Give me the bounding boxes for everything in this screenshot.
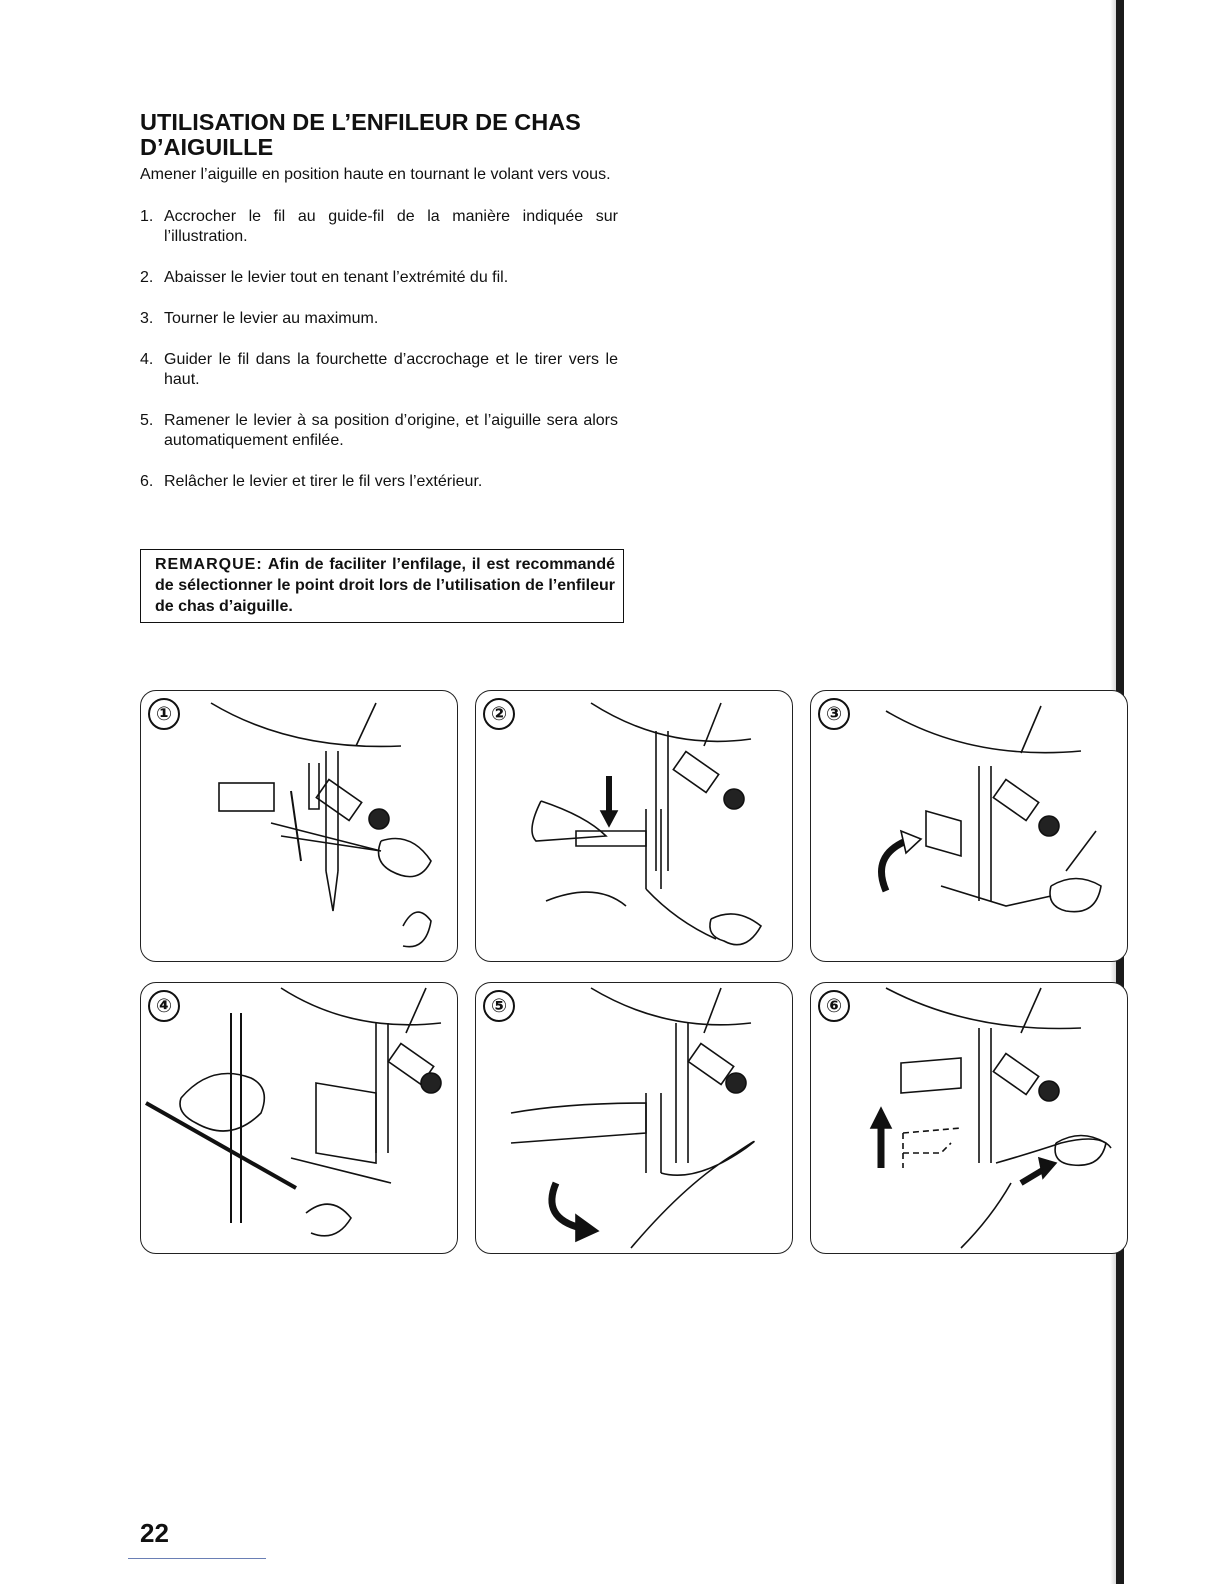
step-text: Tourner le levier au maximum. [164,310,379,327]
step-text: Accrocher le fil au guide-fil de la manière indiquée sur l’illustration. [164,208,618,245]
intro-paragraph: Amener l’aiguille en position haute en tournant le volant vers vous. [140,166,611,183]
note-text: Afin de faciliter l’enfilage, il est recommandé de sélectionner le point droit lors de l’utilisation de l’enfileur de chas d’aiguille. [155,556,616,615]
note-box [140,549,624,623]
step-item [140,472,618,492]
threader-step-2-illustration [476,691,792,961]
figure-badge-5: ⑤ [483,990,515,1022]
figure-panel-2 [475,690,793,962]
step-number: 5. [140,412,154,429]
step-text: Abaisser le levier tout en tenant l’extrémité du fil. [164,269,509,286]
step-item [140,207,618,247]
note-label: REMARQUE: [155,556,263,573]
step-text: Relâcher le levier et tirer le fil vers l’extérieur. [164,473,483,490]
step-number: 6. [140,473,154,490]
threader-step-6-illustration [811,983,1117,1253]
footer-rule [128,1558,266,1559]
page-number: 22 [140,1518,169,1548]
figure-badge-1: ① [148,698,180,730]
step-item [140,411,618,451]
figure-panel-1 [140,690,458,962]
step-number: 2. [140,269,154,286]
threader-step-1-illustration [141,691,457,961]
step-item [140,268,618,288]
figure-panel-3 [810,690,1128,962]
step-number: 1. [140,208,154,225]
step-number: 3. [140,310,154,327]
page-title: UTILISATION DE L’ENFILEUR DE CHAS D’AIGUILLE [140,109,581,160]
figure-badge-4: ④ [148,990,180,1022]
step-text: Ramener le levier à sa position d’origine, et l’aiguille sera alors automatiquement enfilée. [164,412,618,449]
figure-panel-6 [810,982,1128,1254]
figure-badge-6: ⑥ [818,990,850,1022]
step-text: Guider le fil dans la fourchette d’accrochage et le tirer vers le haut. [164,351,618,388]
figure-panel-4 [140,982,458,1254]
threader-step-5-illustration [476,983,792,1253]
steps-list [140,207,618,492]
step-number: 4. [140,351,154,368]
threader-step-4-illustration [141,983,457,1253]
figure-panel-5 [475,982,793,1254]
main-content [140,110,618,513]
threader-step-3-illustration [811,691,1117,961]
step-item [140,309,618,329]
figure-badge-2: ② [483,698,515,730]
step-item [140,350,618,390]
figure-badge-3: ③ [818,698,850,730]
